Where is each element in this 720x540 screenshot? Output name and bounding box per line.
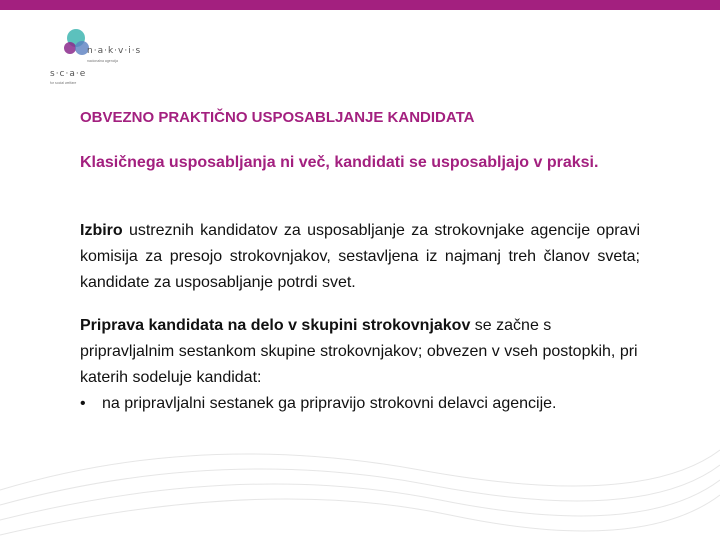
logo-name-secondary: s·c·a·e	[50, 69, 87, 79]
agency-logo	[40, 22, 150, 92]
logo-name-primary: n·a·k·v·i·s	[87, 46, 142, 56]
bullet-item	[80, 391, 640, 417]
paragraph-preparation-bold: Priprava kandidata na delo v skupini strokovnjakov	[80, 317, 471, 334]
logo-subtitle-secondary: for social welfare	[50, 81, 77, 85]
paragraph-preparation	[80, 313, 640, 417]
bottom-decorative-lines	[0, 430, 720, 540]
slide-heading: OBVEZNO PRAKTIČNO USPOSABLJANJE KANDIDATA	[80, 109, 475, 126]
paragraph-preparation-text: se začne s pripravljalnim sestankom skupine strokovnjakov; obvezen v vseh postopkih, pri katerih sodeluje kandidat:	[80, 317, 638, 386]
paragraph-selection	[80, 218, 640, 296]
logo-subtitle-primary: nacionalna agencija	[87, 59, 118, 63]
paragraph-selection-text: ustreznih kandidatov za usposabljanje za strokovnjake agencije opravi komisija za presojo strokovnjakov, sestavljena iz najmanj treh članov sveta; kandidate za usposabljanje potrdi svet.	[80, 222, 640, 291]
top-accent-bar	[0, 0, 720, 10]
paragraph-selection-bold: Izbiro	[80, 222, 123, 239]
bullet-marker: •	[80, 395, 86, 412]
slide-lead-text: Klasičnega usposabljanja ni več, kandidati se usposabljajo v praksi.	[80, 154, 599, 171]
bullet-text: na pripravljalni sestanek ga pripravijo strokovni delavci agencije.	[102, 395, 557, 412]
